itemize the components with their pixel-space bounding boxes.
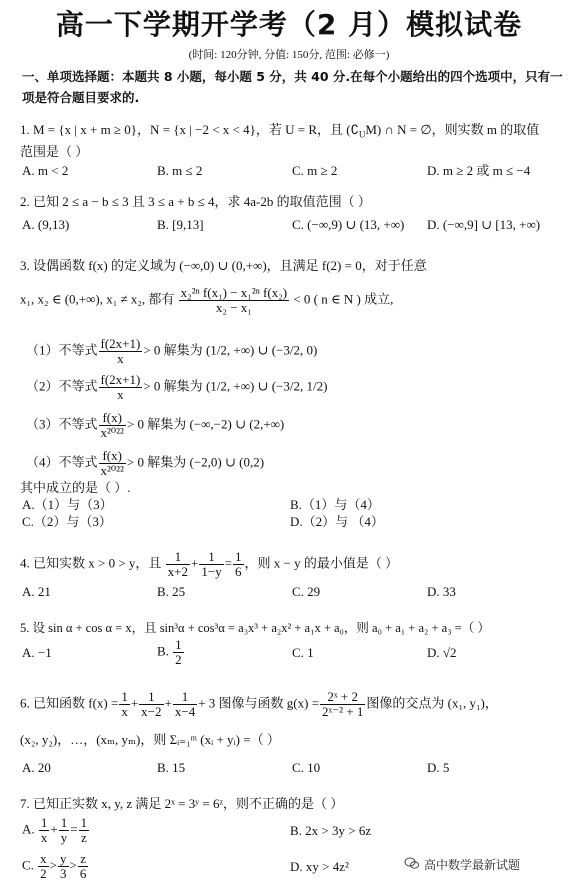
q3-ask: 其中成立的是（ ）. (20, 480, 131, 495)
q4-option-c[interactable]: C. 29 (292, 584, 321, 599)
q3-option-b[interactable]: B.（1）与（4） (290, 497, 380, 512)
q7-option-a[interactable]: A. $\frac{1}{x}$ + $\frac{1}{y}$ = $\frac{1}{z}$ (22, 815, 88, 845)
q3-stem: 3. 设偶函数 f(x) 的定义域为 (−∞,0) ∪ (0,+∞)，且满足 f(2) = 0，对于任意 (20, 258, 427, 273)
q4-option-d[interactable]: D. 33 (427, 584, 456, 599)
exam-info: (时间: 120分钟, 分值: 150分, 范围: 必修一) (188, 49, 390, 61)
q3-statement-4: （4）不等式 $\frac{f(x)}{\text{x²⁰²²}}$ > 0 解集为 (−2,0) ∪ (0,2) (26, 448, 265, 478)
section-heading: 一、单项选择题：本题共 8 小题，每小题 5 分，共 40 分.在每个小题给出的四个选项中，只有一项是符合题目要求的. (22, 69, 563, 105)
q6-stem: 6. 已知函数 f(x) = $\frac{1}{x}$ + $\frac{1}{x-2}$ + $\frac{1}{x-4}$ + 3 图像与函数 g(x) = $\frac{\text{2ˣ + 2}}{\text{2ˣ⁻² + 1}}$ 图像的交点为 (x₁, y₁)， (20, 689, 498, 719)
q7-option-d[interactable]: D. xy > 4z² (290, 859, 349, 874)
q3-statement-3: （3）不等式 $\frac{f(x)}{\text{x²⁰²²}}$ > 0 解集为 (−∞,−2) ∪ (2,+∞) (26, 410, 285, 440)
q3-condition: x₁, x₂ ∈ (0,+∞), x₁ ≠ x₂, 都有 $\frac{\text{x₂²ⁿ f(x₁) − x₁²ⁿ f(x₂)}}{\text{x₂ − x₁}}$ < 0 ( n ∈ N ) 成立, (20, 285, 394, 315)
q7-stem: 7. 已知正实数 x, y, z 满足 2ˣ = 3ʸ = 6ᶻ，则不正确的是（ ） (20, 796, 344, 811)
q3-condition-fraction: $\frac{\text{x₂²ⁿ f(x₁) − x₁²ⁿ f(x₂)}}{\text{x₂ − x₁}}$ (180, 285, 288, 315)
q4-option-a[interactable]: A. 21 (22, 584, 51, 599)
q3-option-c[interactable]: C.（2）与（3） (22, 514, 112, 529)
q6-option-b[interactable]: B. 15 (157, 760, 186, 775)
page-title: 高一下学期开学考（2 月）模拟试卷 (55, 8, 523, 41)
q3-statement-1: （1）不等式 $\frac{f(2x+1)}{x}$ > 0 解集为 (1/2, +∞) ∪ (−3/2, 0) (26, 336, 318, 366)
q2-stem: 2. 已知 2 ≤ a − b ≤ 3 且 3 ≤ a + b ≤ 4，求 4a-2b 的取值范围（ ） (20, 194, 371, 209)
wechat-icon (404, 855, 420, 871)
q6-stem-cont: (x₂, y₂)，…，(xₘ, yₘ)，则 Σᵢ₌₁ᵐ (xᵢ + yᵢ) =（ ） (20, 732, 280, 747)
q3-statement-2: （2）不等式 $\frac{f(2x+1)}{x}$ > 0 解集为 (1/2, +∞) ∪ (−3/2, 1/2) (26, 372, 328, 402)
q2-option-b[interactable]: B. [9,13] (157, 217, 204, 232)
q6-option-a[interactable]: A. 20 (22, 760, 51, 775)
q1-option-b[interactable]: B. m ≤ 2 (157, 163, 203, 178)
q1-option-a[interactable]: A. m < 2 (22, 163, 69, 178)
q4-option-b[interactable]: B. 25 (157, 584, 186, 599)
q1-option-c[interactable]: C. m ≥ 2 (292, 163, 338, 178)
q6-option-d[interactable]: D. 5 (427, 760, 450, 775)
q4-stem: 4. 已知实数 x > 0 > y，且 $\frac{1}{x+2}$ + $\frac{1}{1-y}$ = $\frac{1}{6}$ ，则 x − y 的最小值是（ ） (20, 549, 399, 579)
q1-stem-cont: 范围是（ ） (20, 144, 89, 159)
q5-option-b[interactable]: B. $\frac{1}{2}$ (157, 637, 182, 667)
watermark-text: 高中数学最新试题 (424, 858, 521, 872)
q5-option-c[interactable]: C. 1 (292, 645, 314, 660)
q5-option-d[interactable]: D. √2 (427, 645, 457, 660)
q2-option-a[interactable]: A. (9,13) (22, 217, 70, 232)
q6-option-c[interactable]: C. 10 (292, 760, 321, 775)
q5-stem: 5. 设 sin α + cos α = x，且 sin³α + cos³α = a₃x³ + a₂x² + a₁x + a₀，则 a₀ + a₁ + a₂ + a₃ =（ ） (20, 621, 490, 635)
q5-option-a[interactable]: A. −1 (22, 645, 52, 660)
q2-option-d[interactable]: D. (−∞,9] ∪ [13, +∞) (427, 217, 541, 232)
q7-option-c[interactable]: C. $\frac{x}{2}$ > $\frac{y}{3}$ > $\frac{z}{6}$ (22, 851, 87, 881)
q2-option-c[interactable]: C. (−∞,9) ∪ (13, +∞) (292, 217, 405, 232)
q1-stem: 1. M = {x | x + m ≥ 0}，N = {x | −2 < x < 4}，若 U = R，且 $(∁_UM)$ ∩ N = ∅，则实数 m 的取值 (20, 122, 540, 140)
q1-option-d[interactable]: D. m ≥ 2 或 m ≤ −4 (427, 163, 531, 178)
q3-option-d[interactable]: D.（2）与 （4） (290, 514, 384, 529)
q7-option-b[interactable]: B. 2x > 3y > 6z (290, 823, 372, 838)
q3-option-a[interactable]: A.（1）与（3） (22, 497, 113, 512)
